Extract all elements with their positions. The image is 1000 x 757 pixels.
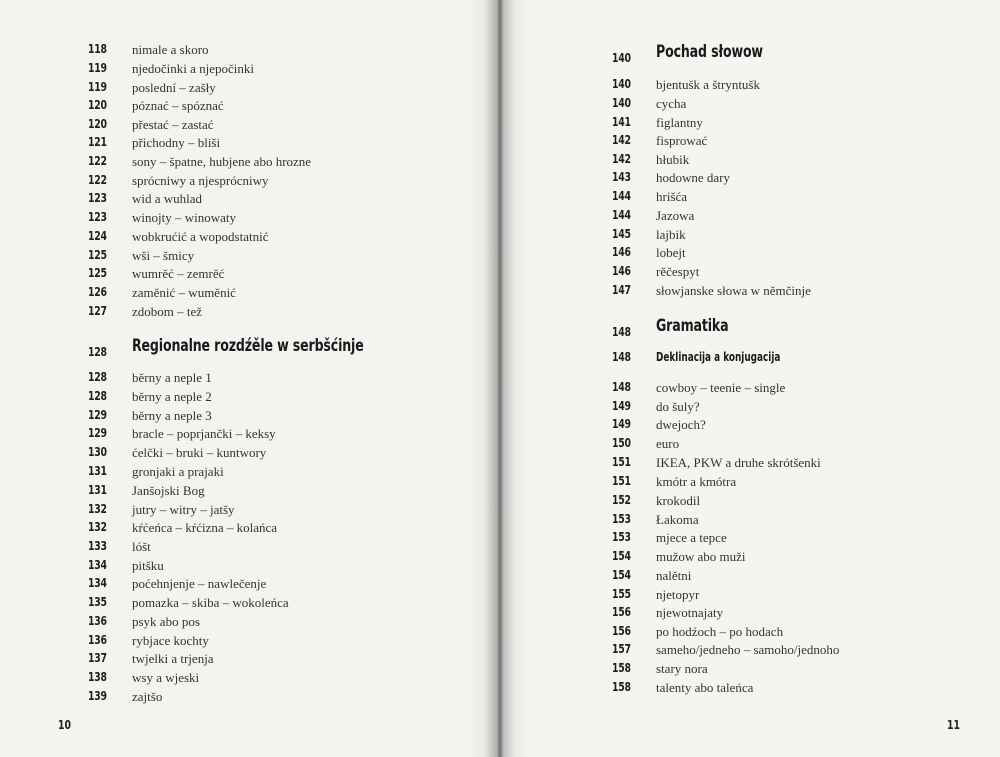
section-title: Pochad słowow [656, 42, 763, 62]
toc-entry-title: póznać – spóznać [132, 98, 224, 113]
toc-entry-title: lobejt [656, 245, 686, 260]
toc-page-number: 131 [88, 464, 107, 478]
toc-page-number: 158 [612, 661, 631, 675]
toc-entry-title: zaměnić – wuměnić [132, 285, 236, 300]
toc-page-number: 128 [88, 370, 107, 384]
toc-entry-title: krokodil [656, 493, 701, 508]
toc-entry-title: poslední – zašły [132, 80, 216, 95]
toc-entry-title: kmótr a kmótra [656, 474, 737, 489]
toc-page-number: 135 [88, 595, 107, 609]
toc-page-number: 137 [88, 651, 107, 665]
toc-entry-title: lajbik [656, 227, 686, 242]
toc-page-number: 131 [88, 483, 107, 497]
toc-page-number: 136 [88, 614, 107, 628]
toc-page-number: 144 [612, 208, 631, 222]
toc-entry-title: Jazowa [656, 208, 695, 223]
toc-entry-title: wsy a wjeski [132, 670, 200, 685]
toc-page-number: 140 [612, 77, 631, 91]
page-number-right: 11 [947, 718, 961, 732]
toc-entry-title: po hodźoch – po hodach [656, 624, 784, 639]
toc-page-number: 139 [88, 689, 107, 703]
toc-page-number: 154 [612, 549, 631, 563]
toc-entry-title: zdobom – tež [132, 304, 203, 319]
toc-page-number: 125 [88, 248, 107, 262]
toc-page-number: 138 [88, 670, 107, 684]
toc-page-number: 123 [88, 191, 107, 205]
toc-page-number: 130 [88, 445, 107, 459]
toc-entry-title: figlantny [656, 115, 703, 130]
toc-entry-title: IKEA, PKW a druhe skrótšenki [656, 455, 821, 470]
toc-entry-title: dwejoch? [656, 417, 706, 432]
toc-entry-title: wši – šmicy [132, 248, 195, 263]
toc-entry-title: běrny a neple 2 [132, 389, 212, 404]
toc-entry-title: běrny a neple 1 [132, 370, 212, 385]
right-page [500, 0, 1000, 757]
toc-entry-title: přichodny – bliši [132, 135, 221, 150]
toc-page-number: 134 [88, 558, 107, 572]
toc-page-number: 158 [612, 680, 631, 694]
toc-page-number: 154 [612, 568, 631, 582]
toc-page-number: 155 [612, 587, 631, 601]
toc-page-number: 123 [88, 210, 107, 224]
toc-entry-title: hłubik [656, 152, 690, 167]
toc-page-number: 132 [88, 520, 107, 534]
toc-page-number: 122 [88, 154, 107, 168]
toc-page-number: 141 [612, 115, 631, 129]
toc-page-number: 152 [612, 493, 631, 507]
toc-entry-title: njedočinki a njepočinki [132, 61, 255, 76]
toc-page-number: 156 [612, 605, 631, 619]
toc-entry-title: rěčespyt [656, 264, 700, 279]
toc-page-number: 134 [88, 576, 107, 590]
toc-page-number: 128 [88, 389, 107, 403]
toc-page-number: 129 [88, 408, 107, 422]
toc-page-number: 133 [88, 539, 107, 553]
toc-page-number: 119 [88, 61, 107, 75]
toc-page-number: 128 [88, 345, 107, 359]
toc-entry-title: nimale a skoro [132, 42, 209, 57]
toc-entry-title: zajtšo [132, 689, 163, 704]
toc-page-number: 150 [612, 436, 631, 450]
toc-entry-title: cowboy – teenie – single [656, 380, 786, 395]
toc-page-number: 151 [612, 474, 631, 488]
toc-page-number: 146 [612, 264, 631, 278]
section-title: Gramatika [656, 316, 729, 336]
toc-page-number: 153 [612, 512, 631, 526]
toc-entry-title: běrny a neple 3 [132, 408, 212, 423]
toc-entry-title: pitšku [132, 558, 164, 573]
toc-page-number: 140 [612, 96, 631, 110]
toc-page-number: 148 [612, 350, 631, 364]
section-title: Deklinacija a konjugacija [656, 350, 781, 364]
toc-entry-title: winojty – winowaty [132, 210, 236, 225]
toc-page-number: 149 [612, 399, 631, 413]
toc-entry-title: njetopyr [656, 587, 700, 602]
toc-entry-title: wid a wuhlad [132, 191, 203, 206]
toc-entry-title: stary nora [656, 661, 708, 676]
toc-entry-title: cycha [656, 96, 687, 111]
toc-page-number: 122 [88, 173, 107, 187]
toc-page-number: 126 [88, 285, 107, 299]
toc-page-number: 142 [612, 152, 631, 166]
toc-entry-title: sony – špatne, hubjene abo hrozne [132, 154, 312, 169]
toc-page-number: 118 [88, 42, 107, 56]
toc-page-number: 146 [612, 245, 631, 259]
toc-page-number: 147 [612, 283, 631, 297]
toc-entry-title: talenty abo taleńca [656, 680, 754, 695]
toc-entry-title: přestać – zastać [132, 117, 214, 132]
toc-entry-title: kŕćeńca – kŕćizna – kolańca [132, 520, 278, 535]
toc-page-number: 125 [88, 266, 107, 280]
toc-page-number: 145 [612, 227, 631, 241]
toc-page-number: 157 [612, 642, 631, 656]
toc-entry-title: mjece a tepce [656, 530, 727, 545]
toc-entry-title: hrišća [656, 189, 688, 204]
section-title: Regionalne rozdźěle w serbšćinje [132, 336, 364, 356]
toc-entry-title: słowjanske słowa w němčinje [656, 283, 811, 298]
toc-page-number: 132 [88, 502, 107, 516]
toc-entry-title: jutry – witry – jatšy [132, 502, 235, 517]
toc-page-number: 124 [88, 229, 107, 243]
toc-page-number: 148 [612, 380, 631, 394]
toc-entry-title: poćehnjenje – nawlečenje [132, 576, 267, 591]
toc-entry-title: twjelki a trjenja [132, 651, 214, 666]
page-number-left: 10 [58, 718, 72, 732]
toc-entry-title: fisprować [656, 133, 708, 148]
toc-entry-title: sameho/jedneho – samoho/jednoho [656, 642, 840, 657]
toc-entry-title: wumrěć – zemrěć [132, 266, 225, 281]
toc-entry-title: mužow abo muži [656, 549, 746, 564]
toc-entry-title: lóšt [132, 539, 151, 554]
toc-page-number: 140 [612, 51, 631, 65]
toc-entry-title: njewotnajaty [656, 605, 724, 620]
toc-entry-title: Łakoma [656, 512, 699, 527]
toc-entry-title: gronjaki a prajaki [132, 464, 224, 479]
toc-entry-title: psyk abo pos [132, 614, 200, 629]
toc-entry-title: Janšojski Bog [132, 483, 205, 498]
toc-entry-title: do šuly? [656, 399, 700, 414]
toc-page-number: 120 [88, 117, 107, 131]
toc-entry-title: bracle – poprjančki – keksy [132, 426, 276, 441]
toc-entry-title: nalětni [656, 568, 692, 583]
toc-page-number: 149 [612, 417, 631, 431]
toc-page-number: 153 [612, 530, 631, 544]
toc-entry-title: sprócniwy a njesprócniwy [132, 173, 269, 188]
toc-page-number: 151 [612, 455, 631, 469]
toc-page-number: 121 [88, 135, 107, 149]
toc-entry-title: rybjace kochty [132, 633, 209, 648]
toc-entry-title: ćelčki – bruki – kuntwory [132, 445, 267, 460]
toc-page-number: 127 [88, 304, 107, 318]
toc-page-number: 148 [612, 325, 631, 339]
toc-page-number: 143 [612, 170, 631, 184]
toc-page-number: 129 [88, 426, 107, 440]
toc-page-number: 119 [88, 80, 107, 94]
toc-page-number: 144 [612, 189, 631, 203]
toc-entry-title: euro [656, 436, 680, 451]
toc-entry-title: hodowne dary [656, 170, 731, 185]
toc-page-number: 120 [88, 98, 107, 112]
toc-page-number: 156 [612, 624, 631, 638]
toc-entry-title: pomazka – skiba – wokoleńca [132, 595, 289, 610]
toc-page-number: 142 [612, 133, 631, 147]
toc-entry-title: wobkrućić a wopodstatnić [132, 229, 269, 244]
toc-page-number: 136 [88, 633, 107, 647]
toc-entry-title: bjentušk a štryntušk [656, 77, 760, 92]
